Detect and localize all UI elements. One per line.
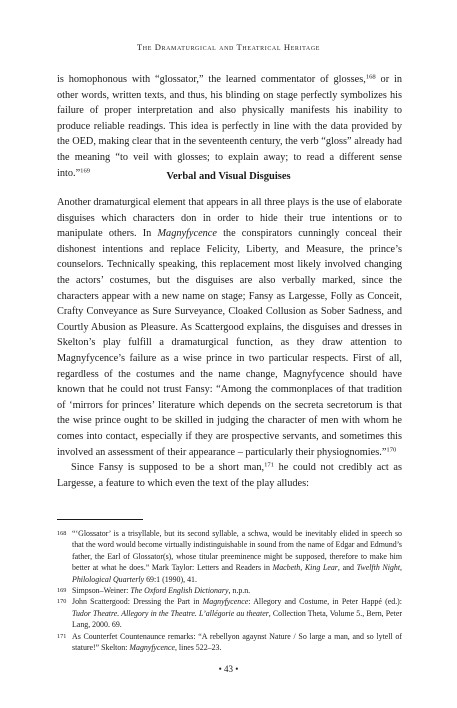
footnotes	[57, 528, 402, 653]
title-italic: Tudor Theatre. Allegory in the Theatre. L’allégorie au theater	[72, 608, 269, 618]
text-run: , lines 522–23.	[174, 643, 222, 653]
footnote-number: 171	[57, 632, 67, 640]
text-run: the conspirators cunningly conceal their dishonest intentions and replace Felicity, Liberty, and Measure, the prince’s counselors. Technically speaking, this replacement most likely involved changing the actors’ costumes, but the disguises are also verbally marked, since the characters appear with a new name on stage; Fansy as Largesse, Folly as Conceit, Crafty Conveyance as Sure Surveyance, Cloaked Collusion as Sober Sadness, and Courtly Abusion as Pleasure. As Scattergood explains, the disguises and dresses in Skelton’s play fulfill a dramaturgical function, as they draw attention to Magnyfycence’s failure as a wise prince in two particular respects. First of all, regardless of the costumes and the name change, Magnyfycence should have known that he could not trust Fansy: “Among the commonplaces of that tradition of ‘mirrors for princes’ literature which depends on the secreta secretorum is that the wise prince ought to be skilled in judging the character of men with whom he comes into contact, especially if they are prospective servants, and sometimes this involved an assessment of their appearance – particularly their physiognomies.”	[57, 228, 402, 458]
paragraph-fansy	[57, 460, 402, 491]
title-italic: The Oxford English Dictionary	[130, 586, 229, 596]
text-run: he could not credibly act as Largesse, a feature to which even the text of the play alludes:	[57, 462, 402, 489]
footnote-ref-169[interactable]: 169	[80, 167, 91, 175]
text-run: John Scattergood: Dressing the Part in	[72, 597, 203, 607]
footnote-number: 170	[57, 598, 67, 606]
footnote-number: 169	[57, 587, 67, 595]
title-italic: Magnyfycence	[129, 643, 175, 653]
footnote-170	[57, 596, 402, 630]
text-run: is homophonous with “glossator,” the learned commentator of glosses,	[57, 74, 366, 85]
text-run: , and	[337, 563, 357, 573]
footnote-168	[57, 528, 402, 585]
footnote-ref-170[interactable]: 170	[386, 446, 397, 453]
footnote-171	[57, 631, 402, 654]
text-run: Another dramaturgical element that appears in all three plays is the use of elaborate disguises which characters don in order to hide their true intentions or to manipulate others. In	[57, 197, 402, 240]
text-run: ,	[300, 563, 305, 573]
footnote-ref-171[interactable]: 171	[264, 461, 274, 469]
footnote-169	[57, 585, 402, 596]
footnote-divider	[57, 519, 143, 520]
section-heading: Verbal and Visual Disguises	[166, 171, 291, 182]
footnote-number: 168	[57, 530, 67, 537]
title-italic: Twelfth Night	[356, 563, 401, 573]
text-run: “‘Glossator’ is a trisyllable, but its second syllable, a schwa, would be inevitably elided in speech so that the word would become virtually indistinguishable in sound from the name of Edgar and Edmund’s father, the Earl of Glossator(s), whose titular preeminence might be supposed, therefore to make him better at what he does.” Mark Taylor: Letters and Readers in	[72, 529, 402, 573]
text-run: , n.p.n.	[228, 586, 251, 596]
text-run: Since Fansy is supposed to be a short man,	[71, 462, 265, 474]
text-run: : Allegory and Costume, in Peter Happé (ed.):	[248, 597, 402, 607]
title-italic: Macbeth	[272, 563, 301, 573]
page-number: • 43 •	[218, 664, 239, 674]
text-run: ,	[400, 563, 402, 573]
title-magnyfycence: Magnyfycence	[157, 228, 217, 240]
paragraph-glossator	[57, 72, 402, 181]
paragraph-disguises	[57, 195, 402, 460]
text-run: or in other words, written texts, and thus, his blinding on stage perfectly symbolizes his failure of proper interpretation and also physically manifests his inability to produce reliable readings. This idea is perfectly in line with the data provided by the OED, making clear that in the seventeenth century, the verb “gloss” already had the meaning “to veil with glosses; to explain away; to read a different sense into.”	[57, 74, 402, 179]
text-run: Simpson–Weiner:	[72, 586, 131, 596]
title-italic: Philological Quarterly	[72, 574, 145, 584]
text-block-top	[57, 72, 402, 181]
text-block-main	[57, 195, 402, 491]
text-run: As Counterfet Countenaunce remarks: “A rebellyon agaynst Nature / So large a man, and so lytell of stature!” Skelton:	[72, 631, 402, 653]
footnote-ref-168[interactable]: 168	[365, 73, 376, 81]
title-italic: King Lear	[304, 563, 338, 573]
text-run: 69:1 (1990), 41.	[144, 574, 197, 584]
running-head: The Dramaturgical and Theatrical Heritage	[136, 42, 321, 52]
text-run: , Collection Theta, Volume 5., Bern, Peter Lang, 2000. 69.	[72, 608, 402, 630]
title-italic: Magnyfycence	[202, 597, 249, 607]
